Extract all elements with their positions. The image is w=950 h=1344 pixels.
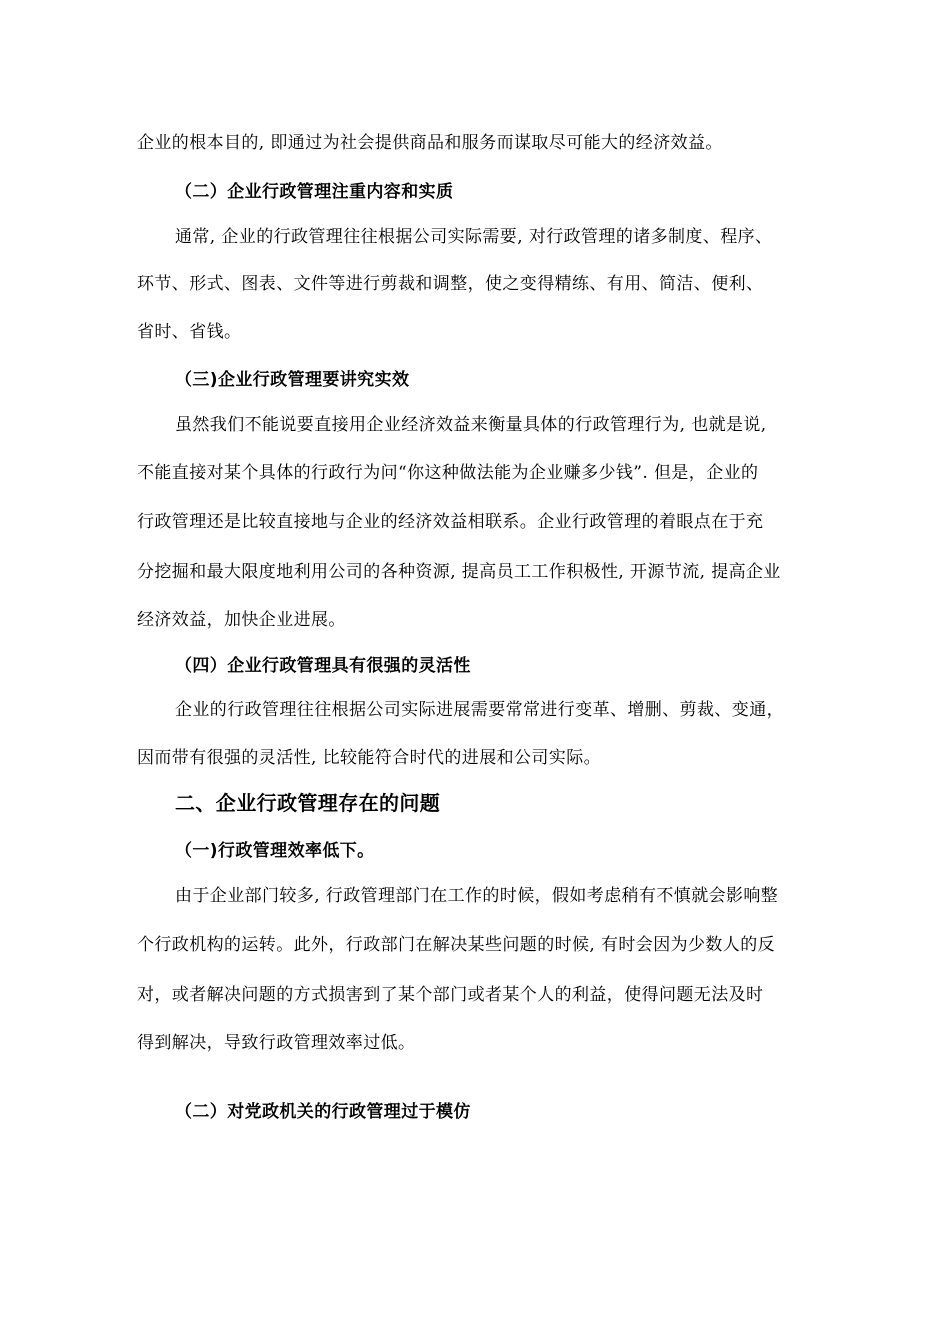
paragraph-line: 由于企业部门较多, 行政管理部门在工作的时候，假如考虑稍有不慎就会影响整 <box>175 886 779 906</box>
paragraph-line: 省时、省钱。 <box>137 322 242 342</box>
paragraph-line: 分挖掘和最大限度地利用公司的各种资源, 提高员工工作积极性, 开源节流, 提高企业 <box>137 562 781 582</box>
paragraph-line: 得到解决，导致行政管理效率过低。 <box>137 1033 416 1053</box>
paragraph-line: 企业的行政管理往往根据公司实际进展需要常常进行变革、增删、剪裁、变通， <box>175 700 784 720</box>
paragraph-line: 经济效益，加快企业进展。 <box>137 610 346 630</box>
paragraph-line: 环节、形式、图表、文件等进行剪裁和调整，使之变得精练、有用、简洁、便利、 <box>137 274 764 294</box>
paragraph-line: 虽然我们不能说要直接用企业经济效益来衡量具体的行政管理行为, 也就是说, <box>175 415 767 435</box>
section-heading: （一)行政管理效率低下。 <box>175 841 375 861</box>
paragraph-line: 行政管理还是比较直接地与企业的经济效益相联系。企业行政管理的着眼点在于充 <box>137 512 764 532</box>
section-heading: （二）企业行政管理注重内容和实质 <box>175 182 454 202</box>
section-heading: （二）对党政机关的行政管理过于模仿 <box>175 1102 471 1122</box>
section-heading: （三)企业行政管理要讲究实效 <box>175 370 410 390</box>
section-heading: （四）企业行政管理具有很强的灵活性 <box>175 656 471 676</box>
chapter-heading: 二、企业行政管理存在的问题 <box>175 791 441 815</box>
paragraph-line: 企业的根本目的, 即通过为社会提供商品和服务而谋取尽可能大的经济效益。 <box>137 133 723 153</box>
paragraph-line: 对，或者解决问题的方式损害到了某个部门或者某个人的利益，使得问题无法及时 <box>137 985 764 1005</box>
paragraph-line: 因而带有很强的灵活性, 比较能符合时代的进展和公司实际。 <box>137 748 602 768</box>
paragraph-line: 通常, 企业的行政管理往往根据公司实际需要, 对行政管理的诸多制度、程序、 <box>175 227 773 247</box>
paragraph-line: 不能直接对某个具体的行政行为问“你这种做法能为企业赚多少钱”. 但是，企业的 <box>137 463 759 483</box>
paragraph-line: 个行政机构的运转。此外，行政部门在解决某些问题的时候, 有时会因为少数人的反 <box>137 935 776 955</box>
